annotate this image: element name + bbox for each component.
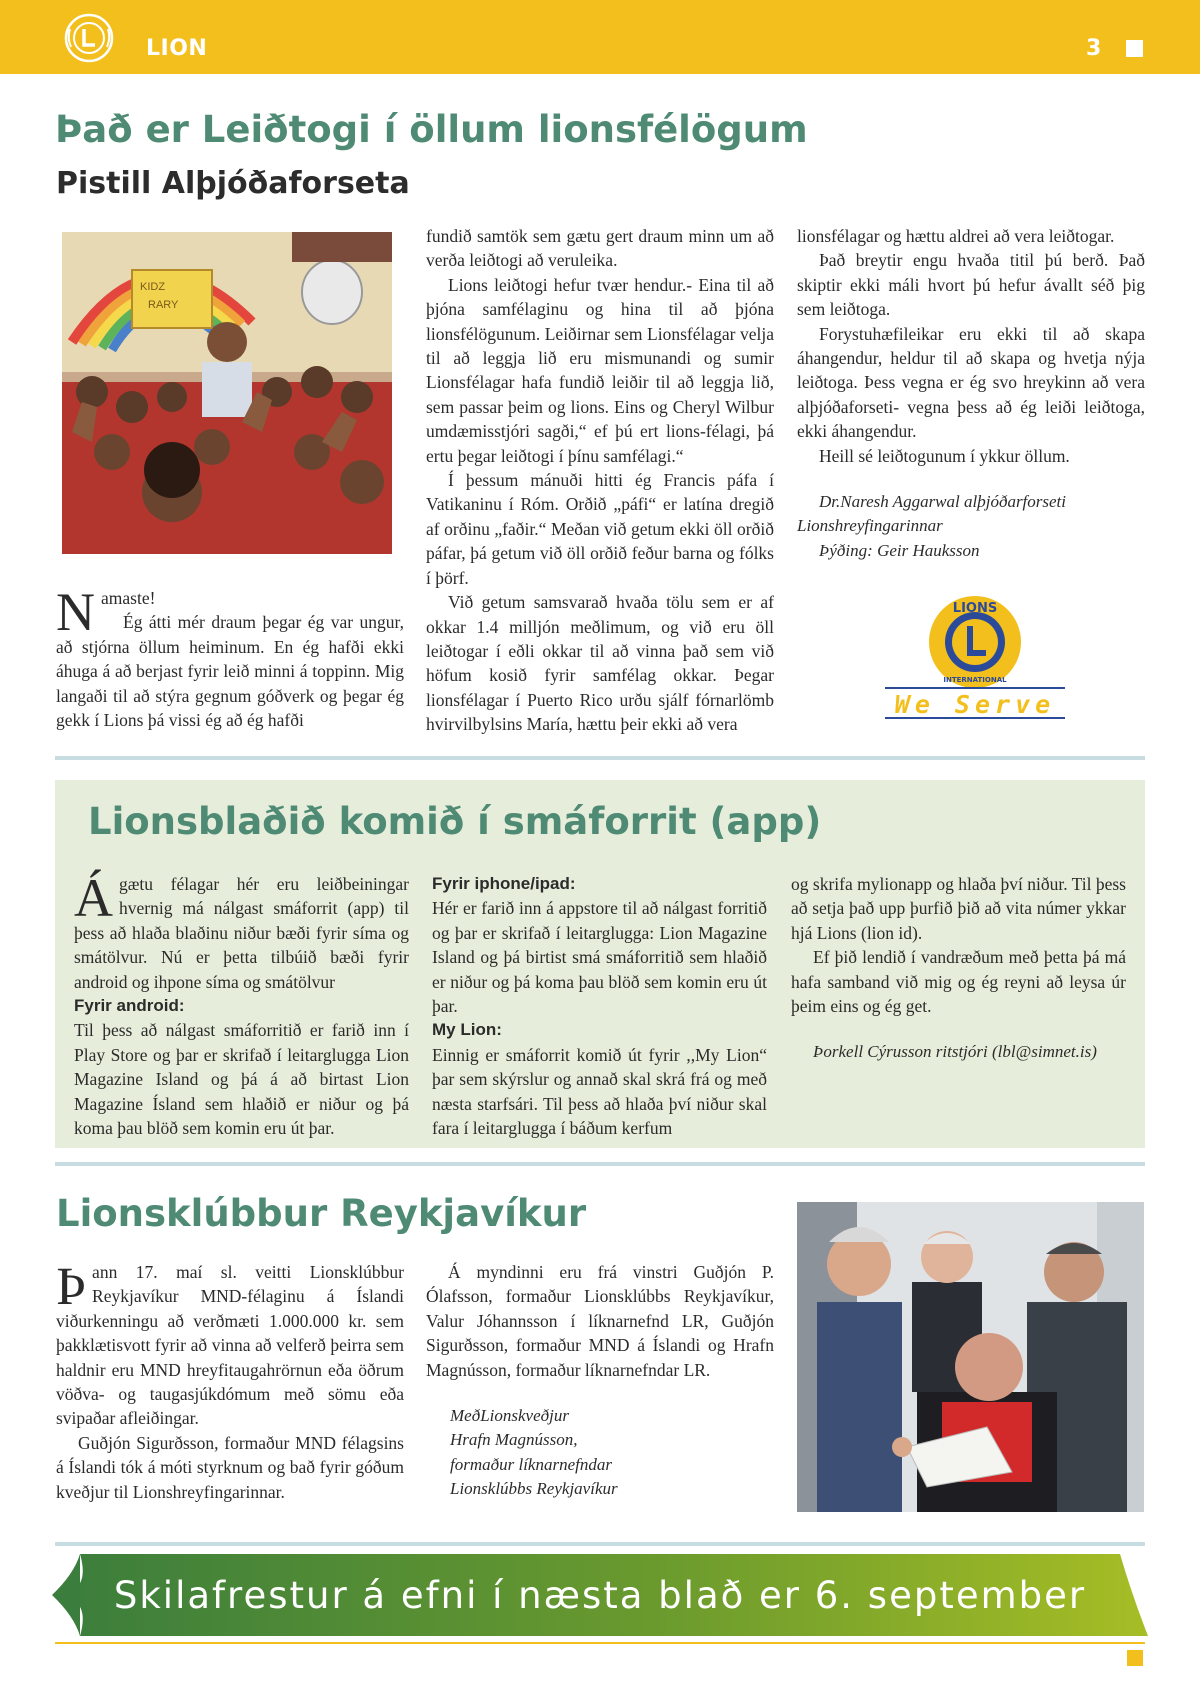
group-handover-photo — [797, 1202, 1144, 1512]
article2-column-2 — [432, 872, 767, 1140]
article3-column-1 — [56, 1256, 404, 1504]
article2-column-3 — [791, 872, 1126, 1065]
dropcap: Þ — [56, 1256, 87, 1316]
logo-motto: We Serve — [894, 690, 1056, 719]
article1-column-2 — [426, 224, 774, 737]
paragraph: Hér er farið inn á appstore til að nálgast forritið og þar er skrifað í leitarglugga: Lion Magazine Island og þá birtist smá smáforritið sem hlaðið er niður og þá koma þau blöð sem komin eru út þar. — [432, 898, 767, 1017]
photo-illustration — [797, 1202, 1144, 1512]
magazine-name: LION — [146, 36, 208, 61]
section-divider — [55, 1162, 1145, 1166]
editor-signature: Þorkell Cýrusson ritstjóri (lbl@simnet.is) — [813, 1042, 1097, 1062]
greeting: amaste! — [101, 588, 156, 608]
paragraph: Lions leiðtogi hefur tvær hendur.- Eina til að þjóna samfélaginu og hina til að þjóna lionsfélögunum. Leiðirnar sem Lionsfélagar velja til að leggja lið eru mismunandi og sumir Lionsfélagar hafa fundið leiðir til að leggja lið, sem passar þeim og lions. Eins og Cheryl Wilbur umdæmisstjóri sagði,“ ef þú ert lions-félagi, þá ertu þegar leiðtogi í þínu samfélagi.“ — [426, 274, 774, 466]
photo-caption: Á myndinni eru frá vinstri Guðjón P. Ólafsson, formaður Lionsklúbbs Reykjavíkur, Valur Jóhannsson í líknarnefnd LR, Guðjón Sigurðsson, formaður MND á Íslandi og Hrafn Magnússon, formaður líknarnefndar LR. — [426, 1262, 774, 1380]
paragraph: Einnig er smáforrit komið út fyrir ,,My Lion“ þar sem skýrslur og annað skal skrá frá og með næsta starfsári. Til þess að hlaða því niður skal fara í leitarglugga í báðum kerfum — [432, 1044, 767, 1139]
article3-column-2 — [426, 1260, 774, 1502]
paragraph: lionsfélagar og hættu aldrei að vera leiðtogar. — [797, 226, 1115, 246]
paragraph: ann 17. maí sl. veitti Lionsklúbbur Reykjavíkur MND-félaginu á Íslandi viðurkenningu að verðmæti 1.000.000 kr. sem þakklætisvott fyrir að vinna að velferð þeirra sem haldnir eru MND hreyfitaugahrörnun eða öðrum vöðva- og taugasjúkdómum með sömu eða svipaðar afleiðingar. — [56, 1262, 404, 1429]
article2-column-1 — [74, 868, 409, 1140]
paragraph: og skrifa mylionapp og hlaða því niður. Til þess að setja það upp þurfið þið að vita númer ykkar hjá Lions (lion id). — [791, 874, 1126, 943]
header-band — [0, 0, 1200, 74]
article2-title: Lionsblaðið komið í smáforrit (app) — [88, 800, 822, 843]
header-square — [1126, 40, 1143, 57]
page-number: 3 — [1086, 36, 1102, 61]
paragraph: Ef þið lendið í vandræðum með þetta þá má hafa samband við mig og ég reyni að leysa úr þeim eins og ég get. — [791, 947, 1126, 1017]
android-heading: Fyrir android: — [74, 996, 185, 1016]
photo-illustration — [62, 232, 392, 554]
logo-ring-bottom: INTERNATIONAL — [943, 676, 1007, 684]
mylion-heading: My Lion: — [432, 1020, 502, 1040]
deadline-banner-text: Skilafrestur á efni í næsta blað er 6. september — [113, 1573, 1087, 1617]
footer-rule — [55, 1642, 1145, 1644]
paragraph: Ég átti mér draum þegar ég var ungur, að stjórna öllum heiminum. En ég hafði ekki áhuga á að berjast fyrir leið minni á toppinn. Mig langaði til að stýra gegnum góðverk og þegar ég gekk í Lions þá vissi ég að ég hafði — [56, 612, 404, 731]
footer-square — [1127, 1650, 1143, 1666]
paragraph: fundið samtök sem gætu gert draum minn um að verða leiðtogi að veruleika. — [426, 226, 774, 271]
dropcap: Á — [74, 868, 113, 928]
signature-line: Lionsklúbbs Reykjavíkur — [450, 1479, 618, 1499]
section-divider — [55, 756, 1145, 760]
children-classroom-photo — [62, 232, 392, 554]
paragraph: gætu félagar hér eru leiðbeiningar hvernig má nálgast smáforrit (app) til þess að hlaða blaðinu niður bæði fyrir síma og smátölvur. Nú er þetta tilbúið bæði fyrir android og ihpone síma og smátölvur — [74, 874, 409, 992]
paragraph: Það breytir engu hvaða titil þú berð. Það skiptir ekki máli hvort þú hefur ávallt séð þig sem leiðtoga. — [797, 250, 1145, 320]
lions-we-serve-logo — [880, 592, 1070, 722]
logo-ring-top: LIONS — [952, 601, 998, 616]
iphone-heading: Fyrir iphone/ipad: — [432, 874, 576, 893]
translator-credit: Þýðing: Geir Hauksson — [819, 540, 980, 560]
author-signature: Dr.Naresh Aggarwal alþjóðarforseti Lionshreyfingarinnar — [797, 492, 1067, 536]
article-subtitle: Pistill Alþjóðaforseta — [56, 166, 410, 201]
paragraph: Í þessum mánuði hitti ég Francis páfa í Vatikaninu í Róm. Orðið „páfi“ er latína dregið af orðinu „faðir.“ Meðan við getum ekki öll orðið páfar, þá getum við öll orðið feður barna og fólks í þörf. — [426, 470, 774, 588]
dropcap: N — [56, 582, 95, 642]
section-divider — [55, 1542, 1145, 1546]
paragraph: Guðjón Sigurðsson, formaður MND félagsins á Íslandi tók á móti styrknum og bað fyrir góðum kveðjur til Lionshreyfingarinnar. — [56, 1432, 404, 1502]
signature-line: MeðLionskveðjur — [450, 1406, 569, 1426]
paragraph: Til þess að nálgast smáforritið er farið inn í Play Store og þar er skrifað í leitarglugga Lion Magazine Island og þá á að birtast Lion Magazine Ísland sem hlaðið er niður og þá koma þau blöð sem komin eru út þar. — [74, 1020, 409, 1139]
article3-title: Lionsklúbbur Reykjavíkur — [56, 1192, 587, 1235]
paragraph: Heill sé leiðtogunum í ykkur öllum. — [819, 445, 1070, 466]
signature-line: formaður líknarnefndar — [450, 1454, 612, 1474]
paragraph: Forystuhæfileikar eru ekki til að skapa áhangendur, heldur til að skapa og hvetja nýja leiðtoga. Þess vegna er ég svo hreykinn að vera alþjóðaforseti- vegna þess að ég leiði leiðtoga, ekki áhangendur. — [797, 323, 1145, 442]
paragraph: Við getum samsvarað hvaða tölu sem er af okkar 1.4 milljón meðlimum, og við eru öll leiðtogar í eðli okkar til að vinna það sem við höfum kosið fyrir samfélag okkar. Þegar lionsfélagar í Puerto Rico urðu sjálf fórnarlömb hvirvilbylsins María, hættu þeir ekki að vera — [426, 592, 774, 735]
signature-line: Hrafn Magnússon, — [450, 1430, 578, 1450]
article1-column-1 — [56, 582, 404, 732]
photo-sign-text-2: RARY — [148, 299, 179, 311]
photo-sign-text: KIDZ — [140, 281, 166, 293]
lions-logo-icon — [64, 13, 114, 63]
article1-column-3 — [797, 224, 1145, 563]
article-title: Það er Leiðtogi í öllum lionsfélögum — [55, 108, 808, 151]
